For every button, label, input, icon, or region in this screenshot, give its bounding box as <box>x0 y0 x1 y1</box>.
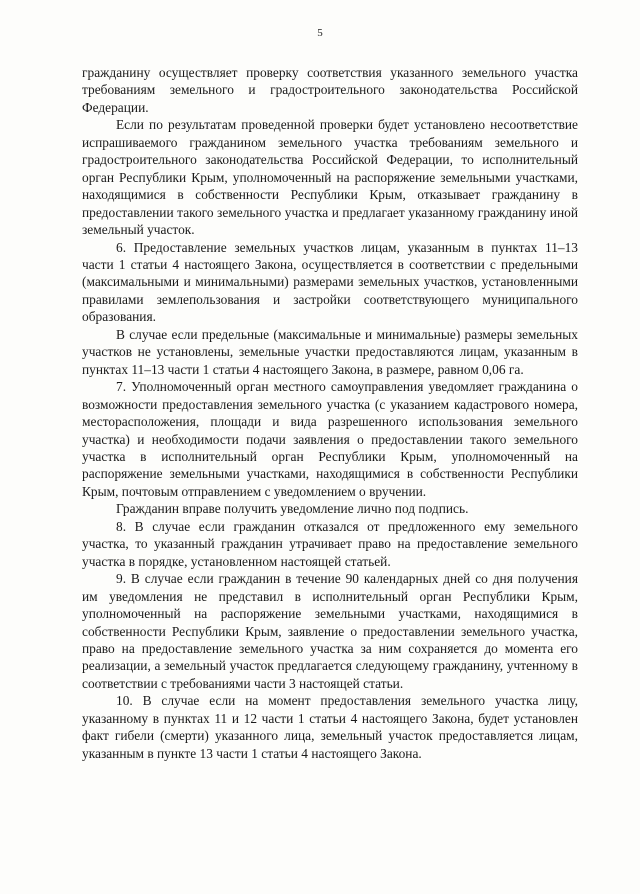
paragraph-verification-result: Если по результатам проведенной проверки будет установлено несоответствие испрашиваемого гражданином земельного участка требованиям земельного и градостроительного законодательства Российской Федерации, то исполнительный орган Республики Крым, уполномоченный на распоряжение земельными участками, находящимися в собственности Республики Крым, отказывает гражданину в предоставлении такого земельного участка и предлагает указанному гражданину иной земельный участок. <box>82 117 578 238</box>
paragraph-item-9: 9. В случае если гражданин в течение 90 календарных дней со дня получения им уведомления не представил в исполнительный орган Республики Крым, уполномоченный на распоряжение земельными участками, находящимися в собственности Республики Крым, заявление о предоставлении земельного участка, право на предоставление земельного участка за ним сохраняется до момента его реализации, а земельный участок предлагается следующему гражданину, учтенному в соответствии с требованиями части 3 настоящей статьи. <box>82 571 578 691</box>
paragraph-continuation: гражданину осуществляет проверку соответствия указанного земельного участка требованиям земельного и градостроительного законодательства Российской Федерации. <box>82 65 578 115</box>
document-body <box>82 64 578 762</box>
paragraph-item-10: 10. В случае если на момент предоставления земельного участка лицу, указанному в пунктах 11 и 12 части 1 статьи 4 настоящего Закона, будет установлен факт гибели (смерти) указанного лица, земельный участок предоставляется лицам, указанным в пункте 13 части 1 статьи 4 настоящего Закона. <box>82 693 578 761</box>
paragraph-item-8: 8. В случае если гражданин отказался от предложенного ему земельного участка, то указанный гражданин утрачивает право на предоставление земельного участка в порядке, установленном настоящей статьей. <box>82 518 578 569</box>
paragraph-item-7: 7. Уполномоченный орган местного самоуправления уведомляет гражданина о возможности предоставления земельного участка (с указанием кадастрового номера, месторасположения, площади и вида разрешенного использования земельного участка) и необходимости подачи заявления о предоставлении такого земельного участка в исполнительный орган Республики Крым, уполномоченный на распоряжение земельными участками, находящимися в собственности Республики Крым, почтовым отправлением с уведомлением о вручении. <box>82 379 578 499</box>
paragraph-item-6-sizes: В случае если предельные (максимальные и минимальные) размеры земельных участков не установлены, земельные участки предоставляются лицам, указанным в пунктах 11–13 части 1 статьи 4 настоящего Закона, в размере, равном 0,06 га. <box>82 326 578 377</box>
paragraph-item-6: 6. Предоставление земельных участков лицам, указанным в пунктах 11–13 части 1 статьи 4 настоящего Закона, осуществляется в соответствии с предельными (максимальными и минимальными) размерами земельных участков, установленными правилами землепользования и застройки соответствующего муниципального образования. <box>82 239 578 325</box>
paragraph-item-7-personal: Гражданин вправе получить уведомление лично под подпись. <box>116 501 469 517</box>
page-number: 5 <box>317 27 323 39</box>
